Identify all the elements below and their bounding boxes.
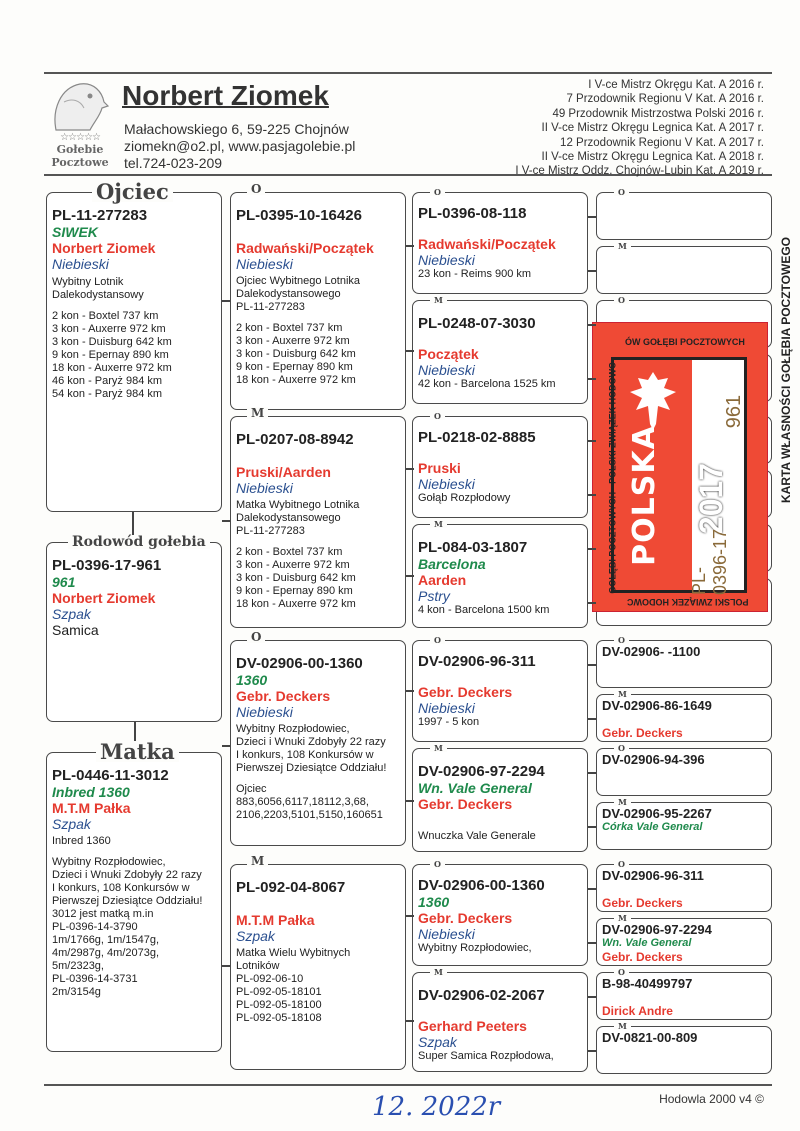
nickname: 961 <box>52 574 76 590</box>
card-legend: M <box>614 1022 631 1030</box>
connector <box>588 602 596 604</box>
great-grandparent-card[interactable] <box>412 300 588 404</box>
card-legend: O <box>430 412 445 420</box>
note-line: Wybitny Lotnik <box>52 276 124 288</box>
note-line: Dalekodystansowego <box>236 288 341 300</box>
note-line: I konkurs, 108 Konkursów w <box>236 749 374 761</box>
result-line: 9 kon - Epernay 890 km <box>52 349 169 361</box>
ring-number: DV-02906-96-311 <box>602 868 704 883</box>
great-grandparent-card[interactable] <box>412 972 588 1072</box>
ancestor-card[interactable] <box>596 918 772 966</box>
ring-number: DV-02906-00-1360 <box>236 655 363 672</box>
grandparent-card[interactable] <box>230 864 406 1070</box>
description <box>236 947 400 1025</box>
description <box>52 856 216 999</box>
note-line: 4m/2987g, 4m/2073g, <box>52 947 160 959</box>
card-legend: M <box>430 744 447 752</box>
nickname: Córka Vale General <box>602 821 703 833</box>
result-line: 3 kon - Duisburg 642 km <box>236 572 356 584</box>
card-legend: M <box>247 407 268 419</box>
logo-text-2: Pocztowe <box>51 156 109 169</box>
connector <box>406 690 414 692</box>
pigeon-head-icon <box>50 80 110 132</box>
stamp-inner <box>611 357 747 593</box>
ring-number: PL-0218-02-8885 <box>418 429 536 446</box>
feather-color: Pstry <box>418 588 450 604</box>
note-line: Wybitny Rozpłodowiec, <box>52 856 166 868</box>
connector <box>588 1050 596 1052</box>
signature-date: 12. 2022r <box>372 1092 501 1122</box>
card-legend: O <box>247 631 265 643</box>
note-line: PL-0396-14-3731 <box>52 973 138 985</box>
owner: Początek <box>418 346 479 362</box>
result-line: 9 kon - Epernay 890 km <box>236 361 353 373</box>
great-grandparent-card[interactable] <box>412 524 588 628</box>
ancestor-card[interactable] <box>596 640 772 688</box>
result-line: 46 kon - Paryż 984 km <box>52 375 163 387</box>
race-results <box>236 322 400 387</box>
note-line: Dzieci i Wnuki Zdobyły 22 razy <box>52 869 202 881</box>
connector <box>588 826 596 828</box>
ring-number: PL-11-277283 <box>52 207 148 224</box>
header-top-rule <box>44 72 772 74</box>
note-line: Pierwszej Dziesiątce Oddziału! <box>52 895 203 907</box>
award: 7 Przodownik Regionu V Kat. A 2016 r. <box>566 93 764 106</box>
note-line: PL-092-05-18101 <box>236 986 322 998</box>
stars-icon: ☆☆☆☆☆ <box>60 132 100 143</box>
ancestor-card[interactable] <box>596 748 772 796</box>
note-line: Wybitny Rozpłodowiec, <box>236 723 350 735</box>
nickname: 1360 <box>418 894 450 910</box>
great-grandparent-card[interactable] <box>412 192 588 294</box>
description <box>236 275 400 314</box>
nickname: Barcelona <box>418 556 486 572</box>
ancestor-card[interactable] <box>596 972 772 1020</box>
ring-number: DV-02906-02-2067 <box>418 987 545 1004</box>
ring-number: PL-0248-07-3030 <box>418 315 536 332</box>
great-grandparent-card[interactable] <box>412 640 588 742</box>
owner: Gebr. Deckers <box>418 910 513 926</box>
note-line: Ojciec Wybitnego Lotnika <box>236 275 361 287</box>
race-results <box>52 310 216 401</box>
result-line: 3 kon - Duisburg 642 km <box>236 348 356 360</box>
feather-color: Niebieski <box>236 480 293 496</box>
ring-number: PL-084-03-1807 <box>418 539 528 556</box>
description: 42 kon - Barcelona 1525 km <box>418 378 556 390</box>
sex: Samica <box>52 622 99 638</box>
ring-number: DV-02906- -1100 <box>602 644 701 659</box>
note-line: Matka Wybitnego Lotnika <box>236 499 360 511</box>
ancestor-card[interactable] <box>596 246 772 294</box>
feather-color: Niebieski <box>418 926 475 942</box>
note-line: I konkurs, 108 Konkursów w <box>52 882 190 894</box>
ancestor-card[interactable] <box>596 694 772 742</box>
email-website: ziomekn@o2.pl, www.pasjagolebie.pl <box>124 138 356 154</box>
connector <box>588 378 596 380</box>
note-line: PL-092-05-18100 <box>236 999 322 1011</box>
owner: M.T.M Pałka <box>236 912 315 928</box>
connector <box>222 965 230 967</box>
ring-number: DV-02906-86-1649 <box>602 698 712 713</box>
description: Wybitny Rozpłodowiec, <box>418 942 532 954</box>
note-line: 1m/1766g, 1m/1547g, <box>52 934 160 946</box>
result-line: 18 kon - Auxerre 972 km <box>52 362 172 374</box>
connector <box>588 664 596 666</box>
nickname: 1360 <box>236 672 268 688</box>
ancestor-card[interactable] <box>596 192 772 240</box>
race-results <box>236 546 400 611</box>
ancestor-card[interactable] <box>596 1026 772 1074</box>
owner: Gerhard Peeters <box>418 1018 527 1034</box>
card-legend: O <box>430 188 445 196</box>
breeder-name: Norbert Ziomek <box>122 80 329 111</box>
card-legend: O <box>614 636 629 644</box>
feather-color: Niebieski <box>236 256 293 272</box>
result-line: 2 kon - Boxtel 737 km <box>52 310 159 322</box>
note-line: 3012 jest matką m.in <box>52 908 154 920</box>
note-line: Dalekodystansowy <box>52 289 144 301</box>
nickname: Inbred 1360 <box>52 784 130 800</box>
connector <box>588 942 596 944</box>
stamp-right-label: KARTA WŁASNOŚCI GOŁĘBIA POCZTOWEGO <box>779 237 793 503</box>
card-legend: M <box>614 242 631 250</box>
description: 1997 - 5 kon <box>418 716 480 728</box>
connector <box>406 800 414 802</box>
description: Super Samica Rozpłodowa, <box>418 1050 554 1062</box>
owner: Pruski <box>418 460 461 476</box>
result-line: 3 kon - Auxerre 972 km <box>236 335 350 347</box>
card-legend: O <box>614 296 629 304</box>
ancestor-card[interactable] <box>596 864 772 912</box>
connector <box>406 575 414 577</box>
ring-number: PL-0396-17-961 <box>52 557 162 574</box>
feather-color: Szpak <box>52 606 91 622</box>
award: II V-ce Mistrz Okręgu Legnica Kat. A 2017 r. <box>541 122 764 135</box>
owner: Gebr. Deckers <box>418 684 513 700</box>
logo <box>44 80 116 170</box>
ring-number: DV-02906-95-2267 <box>602 806 712 821</box>
description: Gołąb Rozpłodowy <box>418 492 511 504</box>
result-line: Ojciec <box>236 783 267 795</box>
card-legend: M <box>247 855 268 867</box>
result-line: 9 kon - Epernay 890 km <box>236 585 353 597</box>
card-legend: O <box>614 968 629 976</box>
note-line: Pierwszej Dziesiątce Oddziału! <box>236 762 387 774</box>
stamp-ring-prefix: PL-0396-17 <box>689 528 730 595</box>
ring-number: DV-0821-00-809 <box>602 1030 698 1045</box>
card-legend: O <box>614 744 629 752</box>
owner: Norbert Ziomek <box>52 240 156 256</box>
owner: Gebr. Deckers <box>602 896 683 910</box>
note-line: Dalekodystansowego <box>236 512 341 524</box>
footer-rule <box>44 1084 772 1086</box>
connector <box>406 1020 414 1022</box>
connector <box>588 772 596 774</box>
ring-number: DV-02906-97-2294 <box>602 922 712 937</box>
feather-color: Niebieski <box>236 704 293 720</box>
award: 12 Przodownik Regionu V Kat. A 2017 r. <box>560 136 764 149</box>
card-legend: M <box>430 968 447 976</box>
connector <box>588 324 596 326</box>
stamp-left-text: GOŁĘBI POCZTOWYCH - POLSKI ZWIĄZEK HODOWC <box>607 362 618 594</box>
award: 49 Przodownik Mistrzostwa Polski 2016 r. <box>552 107 764 120</box>
ring-number: DV-02906-94-396 <box>602 752 705 767</box>
note-line: PL-11-277283 <box>236 301 305 313</box>
card-legend: O <box>430 636 445 644</box>
result-line: 54 kon - Paryż 984 km <box>52 388 163 400</box>
stamp-country: POLSKA <box>626 425 662 566</box>
connector <box>588 440 596 442</box>
great-grandparent-card[interactable] <box>412 416 588 518</box>
pedigree-legend: Rodowód gołebia <box>68 535 210 549</box>
result-line: 2 kon - Boxtel 737 km <box>236 322 343 334</box>
owner: Gebr. Deckers <box>602 726 683 740</box>
connector <box>406 468 414 470</box>
stamp-top-text: ÓW GOŁĘBI POCZTOWYCH <box>625 337 745 347</box>
feather-color: Szpak <box>52 816 91 832</box>
note-line: PL-092-06-10 <box>236 973 304 985</box>
connector <box>222 745 230 747</box>
result-line: 2 kon - Boxtel 737 km <box>236 546 343 558</box>
mother-card[interactable] <box>46 752 222 1052</box>
connector <box>406 915 414 917</box>
result-line: 18 kon - Auxerre 972 km <box>236 374 356 386</box>
note-line: Matka Wielu Wybitnych <box>236 947 351 959</box>
description <box>52 276 216 302</box>
description: 23 kon - Reims 900 km <box>418 268 532 280</box>
stamp-bottom-text: POLSKI ZWIĄZEK HODOWC <box>627 597 749 607</box>
ring-number: DV-02906-00-1360 <box>418 877 545 894</box>
owner: Gebr. Deckers <box>602 950 683 964</box>
nickname: Wn. Vale General <box>602 937 692 949</box>
stamp-right-text <box>779 237 793 603</box>
note-line: Lotników <box>236 960 280 972</box>
inbred-note: Inbred 1360 <box>52 835 111 847</box>
feather-color: Szpak <box>418 1034 457 1050</box>
ring-number: B-98-40499797 <box>602 976 693 991</box>
phone: tel.724-023-209 <box>124 155 223 171</box>
result-line: 3 kon - Duisburg 642 km <box>52 336 172 348</box>
ring-number: PL-0395-10-16426 <box>236 207 362 224</box>
ring-number: PL-092-04-8067 <box>236 879 346 896</box>
feather-color: Niebieski <box>418 252 475 268</box>
father-legend: Ojciec <box>92 181 173 202</box>
nickname: Wn. Vale General <box>418 780 532 796</box>
software-brand: Hodowla 2000 v4 © <box>659 1092 764 1106</box>
connector <box>588 270 596 272</box>
ownership-card-stamp <box>592 237 793 612</box>
award: II V-ce Mistrz Okręgu Legnica Kat. A 2018 r. <box>541 151 764 164</box>
owner: Radwański/Początek <box>418 236 556 252</box>
nickname: SIWEK <box>52 224 98 240</box>
result-line: 3 kon - Auxerre 972 km <box>52 323 166 335</box>
card-legend: M <box>614 798 631 806</box>
grandparent-card[interactable] <box>230 640 406 846</box>
feather-color: Niebieski <box>52 256 109 272</box>
ancestor-card[interactable] <box>596 802 772 850</box>
father-card[interactable] <box>46 192 222 512</box>
connector <box>588 548 596 550</box>
result-line: 3 kon - Auxerre 972 km <box>236 559 350 571</box>
owner: Aarden <box>418 572 467 588</box>
result-line: 883,6056,6117,18112,3,68, <box>236 796 369 808</box>
feather-color: Niebieski <box>418 700 475 716</box>
logo-text-1: Gołebie <box>56 143 104 156</box>
great-grandparent-card[interactable] <box>412 748 588 852</box>
award: I V-ce Mistrz Okręgu Kat. A 2016 r. <box>588 79 764 91</box>
award: I V-ce Mistrz Oddz. Chojnów-Lubin Kat. A 2019 r. <box>515 165 764 178</box>
card-legend: M <box>430 296 447 304</box>
card-legend: O <box>614 188 629 196</box>
ring-number: DV-02906-97-2294 <box>418 763 545 780</box>
grandparent-card[interactable] <box>230 192 406 410</box>
connector <box>588 996 596 998</box>
stamp-ring-number: 961 <box>723 394 746 429</box>
owner: Norbert Ziomek <box>52 590 156 606</box>
description: Wnuczka Vale Generale <box>418 830 536 842</box>
connector <box>406 245 414 247</box>
result-line: 2106,2203,5101,5150,160651 <box>236 809 383 821</box>
note-line: Dzieci i Wnuki Zdobyły 22 razy <box>236 736 386 748</box>
description: 4 kon - Barcelona 1500 km <box>418 604 550 616</box>
card-legend: O <box>430 860 445 868</box>
connector <box>222 300 230 302</box>
grandparent-card[interactable] <box>230 416 406 628</box>
card-legend: M <box>614 690 631 698</box>
feather-color: Szpak <box>236 928 275 944</box>
awards-list <box>515 78 764 179</box>
stamp-year: 2017 <box>693 462 730 535</box>
pigeon-card[interactable] <box>46 542 222 722</box>
ring-number: PL-0446-11-3012 <box>52 767 169 784</box>
connector <box>588 494 596 496</box>
note-line: 2m/3154g <box>52 986 101 998</box>
card-legend: O <box>247 183 265 195</box>
card-legend: M <box>614 914 631 922</box>
description <box>236 723 400 775</box>
owner: M.T.M Pałka <box>52 800 131 816</box>
card-legend: M <box>430 520 447 528</box>
great-grandparent-card[interactable] <box>412 864 588 966</box>
note-line: PL-092-05-18108 <box>236 1012 322 1024</box>
ring-number: PL-0207-08-8942 <box>236 431 354 448</box>
connector <box>406 350 414 352</box>
owner: Pruski/Aarden <box>236 464 331 480</box>
owner: Radwański/Początek <box>236 240 374 256</box>
note-line: 5m/2323g, <box>52 960 104 972</box>
offspring-list <box>236 783 400 822</box>
note-line: PL-0396-14-3790 <box>52 921 138 933</box>
mother-legend: Matka <box>96 741 179 762</box>
owner: Gebr. Deckers <box>418 796 513 812</box>
feather-color: Niebieski <box>418 476 475 492</box>
description <box>236 499 400 538</box>
connector <box>588 888 596 890</box>
note-line: PL-11-277283 <box>236 525 305 537</box>
result-line: 18 kon - Auxerre 972 km <box>236 598 356 610</box>
connector <box>588 216 596 218</box>
connector <box>222 520 230 522</box>
owner: Gebr. Deckers <box>236 688 331 704</box>
connector <box>588 718 596 720</box>
breeder-contact <box>124 121 355 172</box>
owner: Dirick Andre <box>602 1004 673 1018</box>
address: Małachowskiego 6, 59-225 Chojnów <box>124 121 349 137</box>
card-legend: O <box>614 860 629 868</box>
feather-color: Niebieski <box>418 362 475 378</box>
ring-number: DV-02906-96-311 <box>418 653 536 670</box>
ring-number: PL-0396-08-118 <box>418 205 527 222</box>
